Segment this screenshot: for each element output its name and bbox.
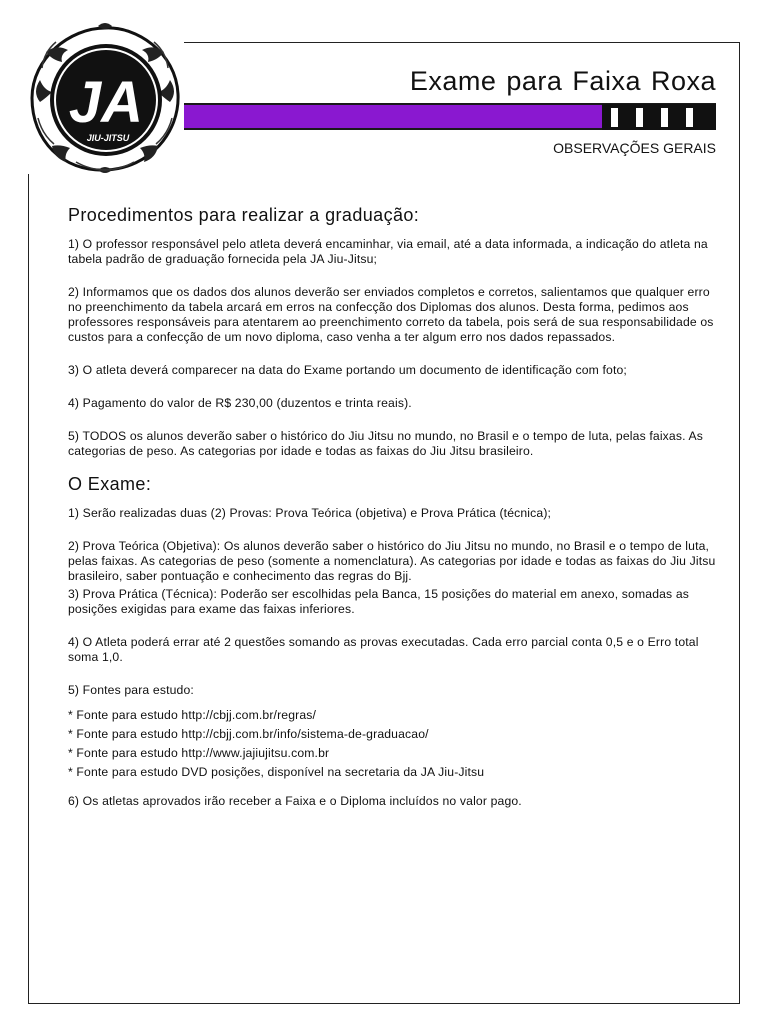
header-stripe bbox=[686, 108, 693, 127]
logo-letters: JA bbox=[68, 70, 144, 135]
section-heading-procedures: Procedimentos para realizar a graduação: bbox=[68, 205, 420, 225]
header-stripe-block bbox=[602, 104, 716, 130]
source-item: * Fonte para estudo http://cbjj.com.br/regras/ bbox=[68, 708, 317, 722]
page-title: Exame para Faixa Roxa bbox=[409, 66, 716, 96]
document-body bbox=[68, 205, 716, 827]
logo-caption: JIU-JITSU bbox=[86, 133, 130, 143]
paragraph: 6) Os atletas aprovados irão receber a Faixa e o Diploma incluídos no valor pago. bbox=[68, 794, 522, 808]
section-heading-exam: O Exame: bbox=[68, 474, 152, 494]
paragraph: 4) Pagamento do valor de R$ 230,00 (duzentos e trinta reais). bbox=[68, 396, 412, 410]
page-subtitle: OBSERVAÇÕES GERAIS bbox=[553, 140, 716, 156]
paragraph: 4) O Atleta poderá errar até 2 questões somando as provas executadas. Cada erro parcial conta 0,5 e o Erro total soma 1,0. bbox=[68, 635, 699, 664]
paragraph: 1) Serão realizadas duas (2) Provas: Prova Teórica (objetiva) e Prova Prática (técnica); bbox=[68, 506, 552, 520]
paragraph: 1) O professor responsável pelo atleta deverá encaminhar, via email, até a data informada, a indicação do atleta na tabela padrão de graduação fornecida pela JA Jiu-Jitsu; bbox=[68, 237, 708, 266]
paragraph: 5) Fontes para estudo: bbox=[68, 683, 194, 697]
paragraph: 3) O atleta deverá comparecer na data do Exame portando um documento de identificação com foto; bbox=[68, 363, 627, 377]
header-stripe bbox=[611, 108, 618, 127]
paragraph: 2) Informamos que os dados dos alunos deverão ser enviados completos e corretos, salientamos que qualquer erro no preenchimento da tabela arcará em erros na confecção dos Diplomas dos alunos. Desta forma, pedimos aos professores responsáveis para atentarem ao preenchimento correto da tabela, pois será de sua responsabilidade os custos para a confecção de um novo diploma, caso venha a ter algum erro nos dados repassados. bbox=[68, 285, 714, 344]
source-item: * Fonte para estudo http://cbjj.com.br/info/sistema-de-graduacao/ bbox=[68, 727, 429, 741]
paragraph: 2) Prova Teórica (Objetiva): Os alunos deverão saber o histórico do Jiu Jitsu no mundo, no Brasil e o tempo de luta, pelas faixas. As categorias de peso (somente a nomenclatura). As categorias por idade e todas as faixas do Jiu Jitsu brasileiro, saber pontuação e conhecimento das regras do Bjj. bbox=[68, 539, 716, 583]
header-stripe bbox=[636, 108, 643, 127]
ja-logo bbox=[26, 22, 184, 174]
paragraph: 3) Prova Prática (Técnica): Poderão ser escolhidas pela Banca, 15 posições do material em anexo, somadas as posições exigidas para exame das faixas inferiores. bbox=[68, 587, 689, 616]
source-item: * Fonte para estudo DVD posições, disponível na secretaria da JA Jiu-Jitsu bbox=[68, 765, 485, 779]
source-item: * Fonte para estudo http://www.jajiujitsu.com.br bbox=[68, 746, 330, 760]
paragraph: 5) TODOS os alunos deverão saber o histórico do Jiu Jitsu no mundo, no Brasil e o tempo de luta, pelas faixas. As categorias de peso. As categorias por idade e todas as faixas do Jiu Jitsu brasileiro. bbox=[68, 429, 704, 458]
header-stripe bbox=[661, 108, 668, 127]
